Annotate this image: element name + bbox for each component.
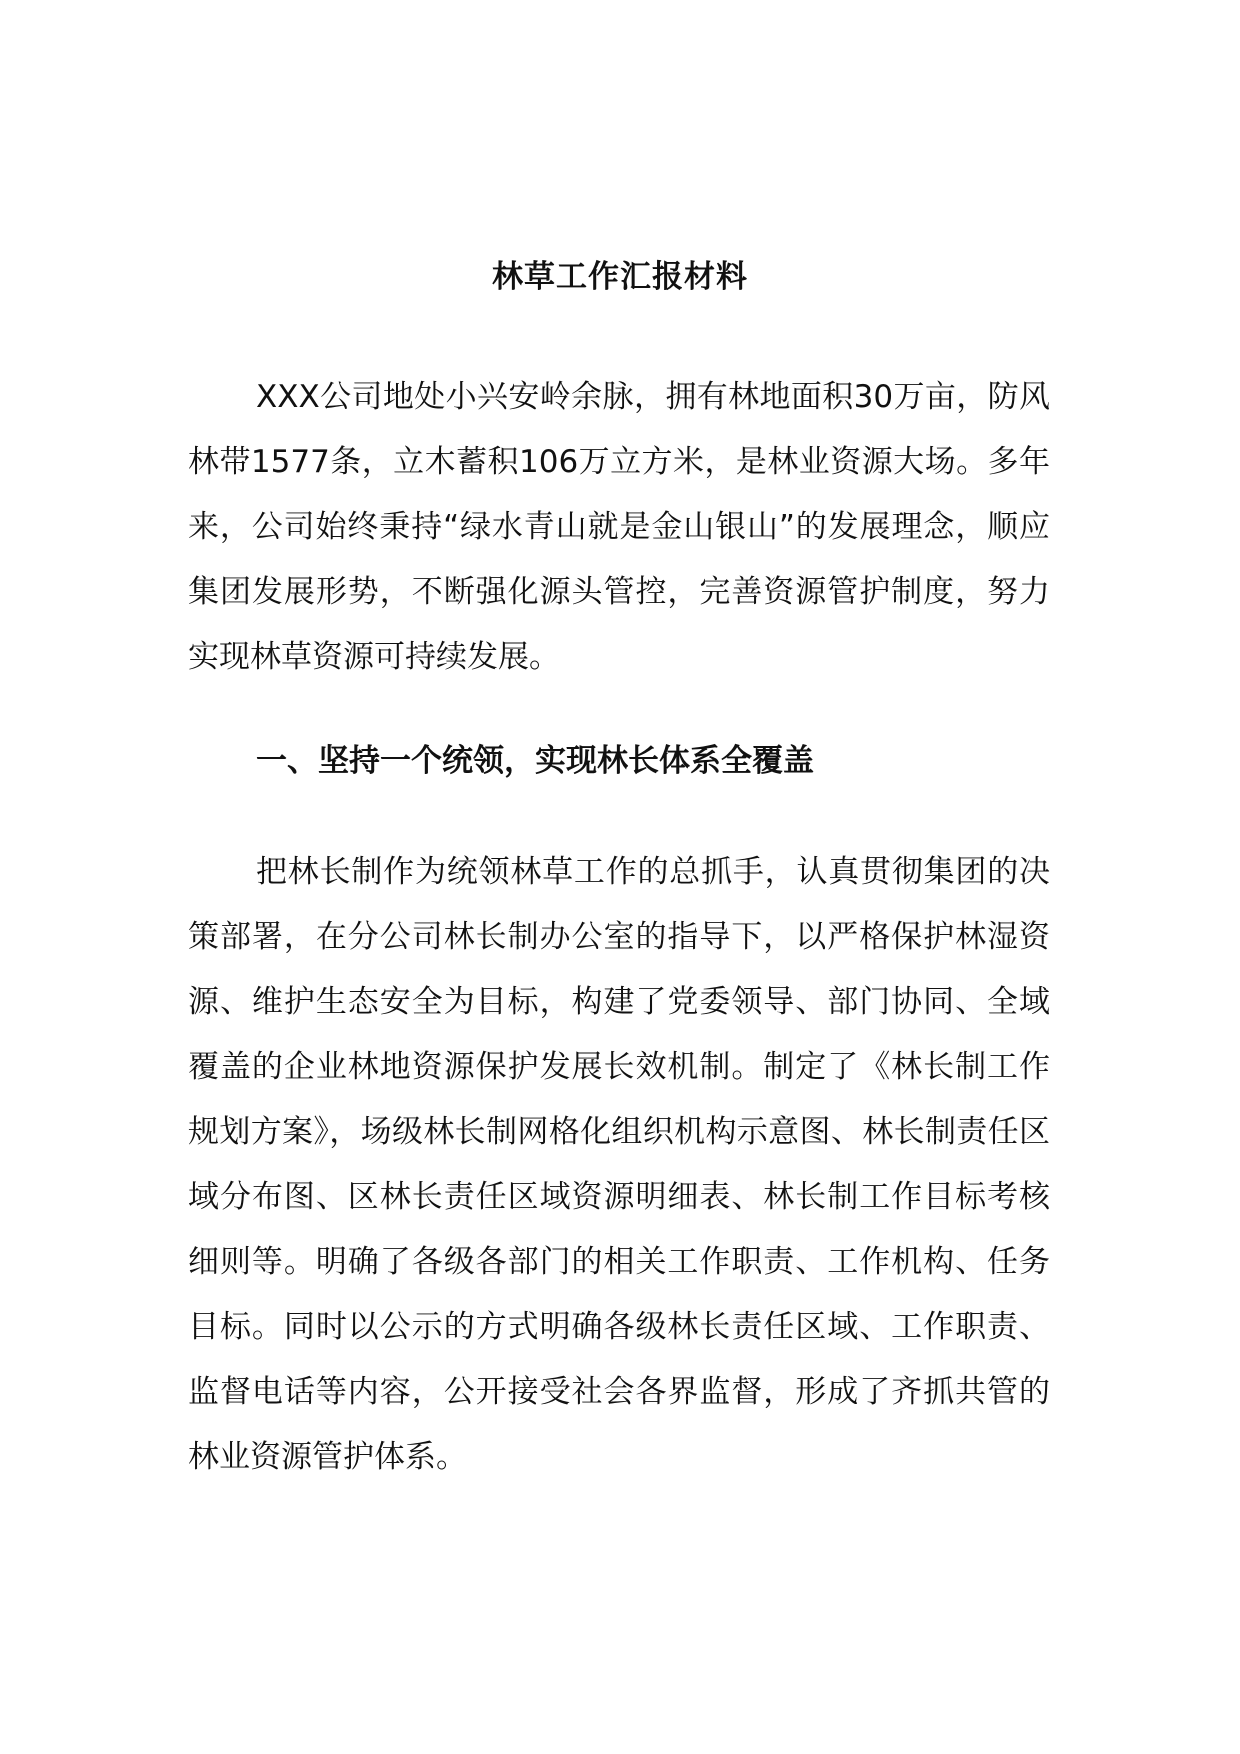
section-heading-1: 一、坚持一个统领，实现林长体系全覆盖: [256, 743, 814, 779]
document-title: 林草工作汇报材料: [492, 259, 748, 295]
paragraph-section-1: 把林长制作为统领林草工作的总抓手，认真贯彻集团的决策部署，在分公司林长制办公室的指导下，以严格保护林湿资源、维护生态安全为目标，构建了党委领导、部门协同、全域覆盖的企业林地资源保护发展长效机制。制定了《林长制工作规划方案》，场级林长制网格化组织机构示意图、林长制责任区域分布图、区林长责任区域资源明细表、林长制工作目标考核细则等。明确了各级各部门的相关工作职责、工作机构、任务目标。同时以公示的方式明确各级林长责任区域、工作职责、监督电话等内容，公开接受社会各界监督，形成了齐抓共管的林业资源管护体系。: [188, 854, 1050, 1475]
paragraph-intro: XXX公司地处小兴安岭余脉，拥有林地面积30万亩，防风林带1577条，立木蓄积106万立方米，是林业资源大场。多年来，公司始终秉持“绿水青山就是金山银山”的发展理念，顺应集团发展形势，不断强化源头管控，完善资源管护制度，努力实现林草资源可持续发展。: [188, 379, 1050, 675]
